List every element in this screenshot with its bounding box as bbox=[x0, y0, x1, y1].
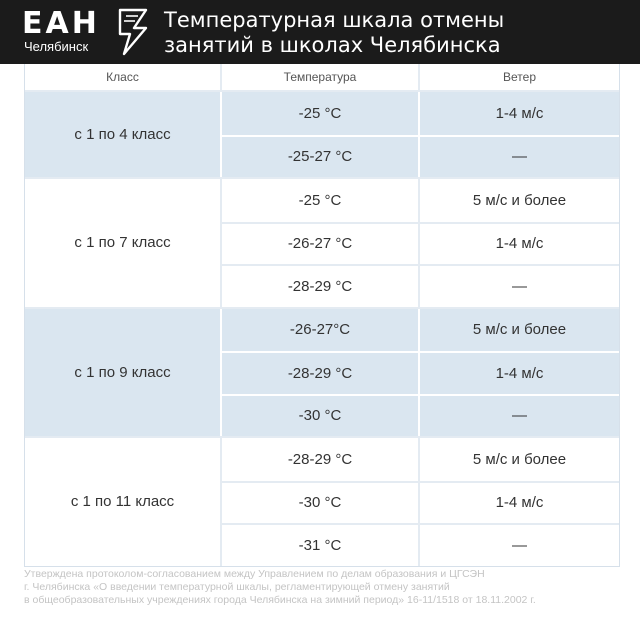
table-row bbox=[222, 135, 619, 178]
temperature-cell: -30 °C bbox=[222, 483, 420, 524]
footnote-line: Утверждена протоколом-согласованием между Управлением по делам образования и ЦГСЭН bbox=[24, 568, 485, 580]
wind-cell: — bbox=[512, 148, 527, 166]
title-line-1: Температурная шкала отмены bbox=[164, 8, 505, 32]
table-row bbox=[222, 394, 619, 437]
table-group bbox=[25, 177, 619, 307]
title-line-2: занятий в школах Челябинска bbox=[164, 33, 501, 57]
wind-cell: — bbox=[512, 407, 527, 425]
table-row bbox=[222, 351, 619, 394]
table-row bbox=[222, 222, 619, 265]
table-row bbox=[222, 264, 619, 307]
class-cell: с 1 по 4 класс bbox=[25, 92, 222, 177]
table-group bbox=[25, 90, 619, 177]
column-header-class: Класс bbox=[25, 64, 222, 90]
wind-cell: — bbox=[512, 536, 527, 554]
wind-cell: 1-4 м/с bbox=[495, 104, 544, 122]
logo-city: Челябинск bbox=[24, 39, 89, 54]
temperature-cell: -26-27 °C bbox=[222, 224, 420, 265]
page-title bbox=[164, 8, 634, 58]
footnote bbox=[24, 568, 624, 607]
logo-text: ЕАН bbox=[22, 6, 100, 41]
temperature-cell: -25 °C bbox=[222, 92, 420, 135]
footnote-line: в общеобразовательных учреждениях города Челябинска на зимний период» 16-11/1518 от 18.11.2002 г. bbox=[24, 594, 536, 606]
table-row bbox=[222, 92, 619, 135]
temperature-cell: -30 °C bbox=[222, 396, 420, 437]
temperature-cell: -28-29 °C bbox=[222, 353, 420, 394]
wind-cell: 5 м/с и более bbox=[472, 450, 567, 468]
column-header-temperature: Температура bbox=[222, 64, 420, 90]
logo bbox=[22, 6, 152, 58]
wind-cell: 5 м/с и более bbox=[472, 191, 567, 209]
table-row bbox=[222, 438, 619, 481]
table-group bbox=[25, 307, 619, 437]
table-row bbox=[222, 481, 619, 524]
table-row bbox=[222, 309, 619, 352]
temperature-cell: -31 °C bbox=[222, 525, 420, 566]
wind-cell: — bbox=[512, 277, 527, 295]
lightning-logo-icon bbox=[116, 6, 152, 58]
table-header bbox=[25, 64, 619, 90]
temperature-cell: -28-29 °C bbox=[222, 438, 420, 481]
footnote-line: г. Челябинска «О введении температурной шкалы, регламентирующей отмену занятий bbox=[24, 581, 450, 593]
table-row bbox=[222, 523, 619, 566]
temperature-cell: -25 °C bbox=[222, 179, 420, 222]
class-cell: с 1 по 11 класс bbox=[25, 438, 222, 566]
class-cell: с 1 по 7 класс bbox=[25, 179, 222, 307]
table-row bbox=[222, 179, 619, 222]
wind-cell: 5 м/с и более bbox=[472, 321, 567, 339]
temperature-cell: -25-27 °C bbox=[222, 137, 420, 178]
header-bar bbox=[0, 0, 640, 64]
temperature-cell: -28-29 °C bbox=[222, 266, 420, 307]
temperature-cell: -26-27°C bbox=[222, 309, 420, 352]
column-header-wind: Ветер bbox=[503, 70, 536, 84]
temperature-table bbox=[24, 64, 620, 567]
wind-cell: 1-4 м/с bbox=[495, 494, 544, 512]
table-group bbox=[25, 436, 619, 566]
wind-cell: 1-4 м/с bbox=[495, 364, 544, 382]
class-cell: с 1 по 9 класс bbox=[25, 309, 222, 437]
wind-cell: 1-4 м/с bbox=[495, 235, 544, 253]
